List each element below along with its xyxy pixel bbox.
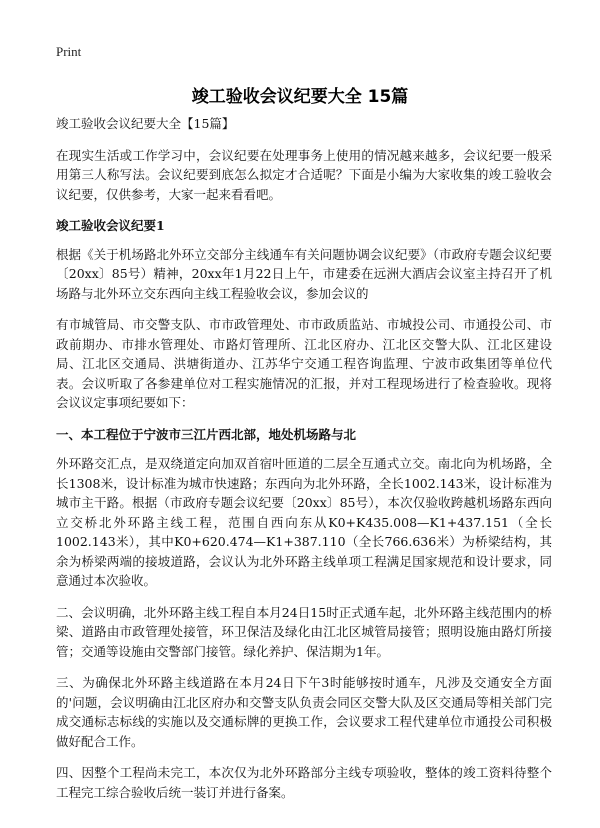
document-subtitle: 竣工验收会议纪要大全【15篇】 [56, 116, 235, 131]
point-one-heading: 一、本工程位于宁波市三江片西北部，地处机场路与北 [56, 426, 357, 442]
paragraph-attendees: 有市城管局、市交警支队、市市政管理处、市市政质监站、市城投公司、市通投公司、市政前期办、市排水管理处、市路灯管理所、江北区府办、江北区交警大队、江北区建设局、江北区交通局、洪塘街道办、江苏华宁交通工程咨询监理、宁波市政集团等单位代表。会议听取了各参建单位对工程实施情况的汇报，并对工程现场进行了检查验收。现将会议议定事项纪要如下： [56, 317, 552, 410]
point-two: 二、会议明确，北外环路主线工程自本月24日15时正式通车起，北外环路主线范围内的桥梁、道路由市政管理处接管，环卫保洁及绿化由江北区城管局接管；照明设施由路灯所接管；交通等设施由交警部门接管。绿化养护、保洁期为1年。 [56, 604, 552, 659]
page-title: 竣工验收会议纪要大全 15篇 [191, 87, 409, 107]
intro-paragraph: 在现实生活或工作学习中，会议纪要在处理事务上使用的情况越来越多，会议纪要一般采用第三人称写法。会议纪要到底怎么拟定才合适呢？下面是小编为大家收集的竣工验收会议纪要，仅供参考，大家一起来看看吧。 [56, 147, 552, 202]
paragraph-meeting-basis: 根据《关于机场路北外环立交部分主线通车有关问题协调会议纪要》（市政府专题会议纪要〔20xx〕85号）精神，20xx年1月22日上午，市建委在远洲大酒店会议室主持召开了机场路与北外环立交东西向主线工程验收会议，参加会议的 [56, 246, 552, 301]
point-four: 四、因整个工程尚未完工，本次仅为北外环路部分主线专项验收，整体的竣工资料待整个工程完工综合验收后统一装订并进行备案。 [56, 765, 552, 800]
document-body [56, 114, 552, 814]
section-heading: 竣工验收会议纪要1 [56, 218, 165, 233]
print-link[interactable]: Print [56, 44, 82, 59]
point-one-body: 外环路交汇点，是双绕道定向加双首宿叶匝道的二层全互通式立交。南北向为机场路，全长1308米，设计标准为城市快速路；东西向为北外环路，全长1002.143米，设计标准为城市主干路。根据（市政府专题会议纪要〔20xx〕85号），本次仅验收跨越机场路东西向立交桥北外环路主线工程，范围自西向东从K0+K435.008—K1+437.151（全长1002.143米），其中K0+620.474—K1+387.110（全长766.636米）为桥梁结构，其余为桥梁两端的接坡道路，会议认为北外环路主线单项工程满足国家规范和设计要求，同意通过本次验收。 [56, 456, 552, 588]
point-three: 三、为确保北外环路主线道路在本月24日下午3时能够按时通车，凡涉及交通安全方面的'问题，会议明确由江北区府办和交警支队负责会同区交警大队及区交通局等相关部门完成交通标志标线的实施以及交通标牌的更换工作，会议要求工程代建单位市通投公司积极做好配合工作。 [56, 675, 552, 749]
